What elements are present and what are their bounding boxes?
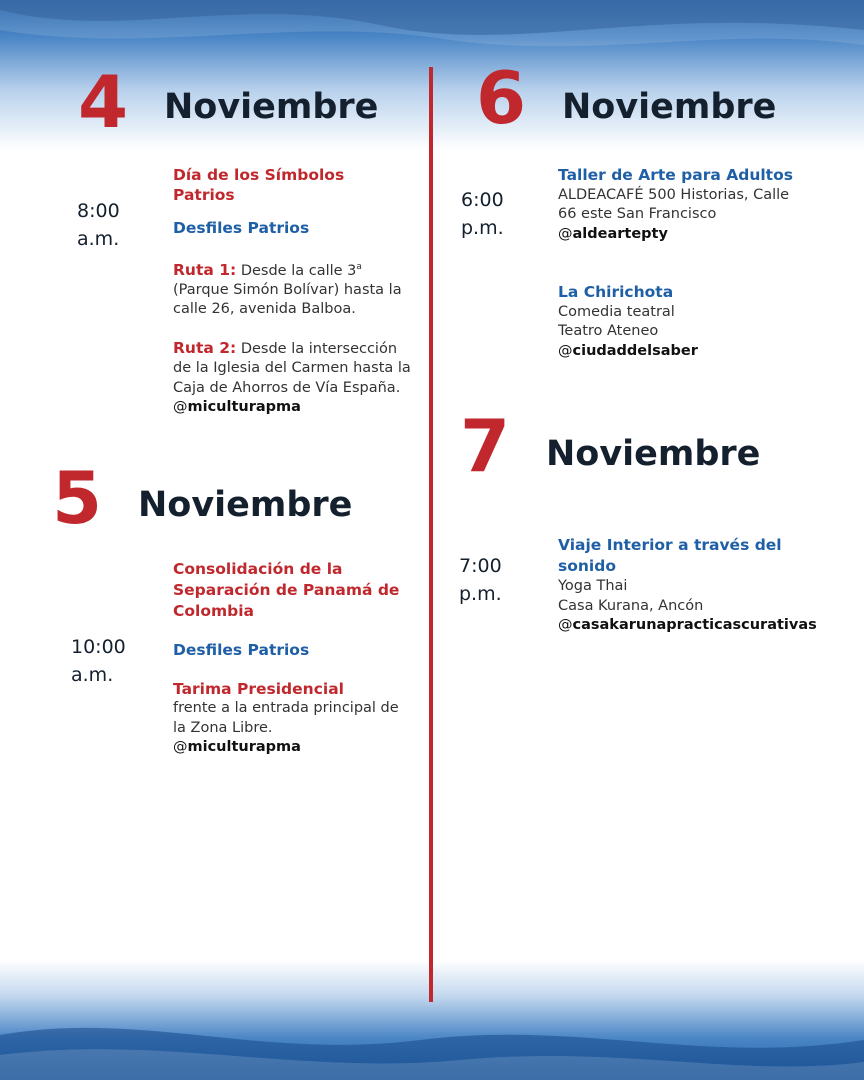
handle-name: ciudaddelsaber — [572, 342, 698, 359]
handle-name: casakarunapracticascurativas — [572, 617, 817, 633]
event-block-day-6-art — [558, 166, 808, 244]
handle-name: miculturapma — [187, 399, 301, 416]
event-genre: Comedia teatral — [558, 303, 675, 320]
stage-text: frente a la entrada principal de la Zona Libre. — [173, 700, 399, 736]
time-period: p.m. — [459, 583, 502, 605]
social-handle — [558, 225, 808, 245]
handle-at: @ — [173, 399, 188, 416]
event-title: Viaje Interior a través del sonido — [558, 536, 782, 575]
day-number-5: 5 — [52, 456, 103, 540]
time-day-7 — [459, 552, 502, 608]
social-handle — [173, 398, 411, 418]
event-title: Día de los Símbolos Patrios — [173, 166, 345, 204]
route-1-text-b: (Parque Simón Bolívar) hasta la calle 26, avenida Balboa. — [173, 281, 402, 318]
event-title: Taller de Arte para Adultos — [558, 166, 793, 184]
event-venue: Teatro Ateneo — [558, 323, 659, 339]
route-2 — [173, 339, 411, 399]
event-location: ALDEACAFÉ 500 Historias, Calle 66 este San Francisco — [558, 186, 790, 222]
event-venue: Casa Kurana, Ancón — [558, 597, 704, 614]
time-day-6 — [461, 186, 504, 242]
time-day-4 — [77, 197, 120, 253]
day-month-4: Noviembre — [164, 87, 379, 127]
route-1-label: Ruta 1: — [173, 260, 237, 279]
event-block-day-5 — [173, 559, 411, 758]
route-2-label: Ruta 2: — [173, 338, 237, 357]
parade-title: Desfiles Patrios — [173, 219, 310, 237]
social-handle — [558, 342, 808, 362]
time-period: a.m. — [77, 228, 120, 250]
parade-title: Desfiles Patrios — [173, 641, 310, 659]
time-hour: 6:00 — [461, 189, 504, 211]
social-handle — [173, 738, 411, 758]
time-period: p.m. — [461, 217, 504, 239]
route-1-superscript: a — [356, 261, 362, 272]
event-genre: Yoga Thai — [558, 578, 628, 594]
route-2-text: Desde la intersección de la Iglesia del Carmen hasta la Caja de Ahorros de Vía España. — [173, 340, 411, 396]
event-title: Consolidación de la Separación de Panamá de Colombia — [173, 560, 400, 620]
route-1 — [173, 258, 411, 320]
event-title: La Chirichota — [558, 283, 674, 301]
route-1-text-a: Desde la calle 3 — [236, 262, 357, 279]
time-hour: 7:00 — [459, 555, 502, 577]
time-day-5 — [71, 633, 126, 689]
event-block-day-7 — [558, 535, 848, 636]
day-number-7: 7 — [460, 404, 511, 488]
column-divider — [429, 67, 433, 1002]
handle-at: @ — [558, 225, 573, 242]
event-block-day-6-theatre — [558, 283, 808, 361]
handle-name: miculturapma — [187, 739, 301, 755]
day-number-6: 6 — [476, 56, 527, 140]
handle-at: @ — [173, 739, 188, 755]
handle-at: @ — [558, 342, 573, 359]
handle-name: aldeartepty — [572, 225, 668, 242]
day-month-7: Noviembre — [546, 434, 761, 474]
time-hour: 8:00 — [77, 200, 120, 222]
time-hour: 10:00 — [71, 636, 126, 658]
stage-title: Tarima Presidencial — [173, 679, 344, 698]
handle-at: @ — [558, 617, 573, 633]
event-block-day-4 — [173, 166, 411, 418]
social-handle — [558, 616, 848, 636]
day-month-5: Noviembre — [138, 485, 353, 525]
bottom-wave-shape — [0, 1000, 864, 1080]
day-month-6: Noviembre — [562, 87, 777, 127]
top-wave-shape — [0, 0, 864, 60]
time-period: a.m. — [71, 664, 114, 686]
day-number-4: 4 — [78, 60, 129, 144]
